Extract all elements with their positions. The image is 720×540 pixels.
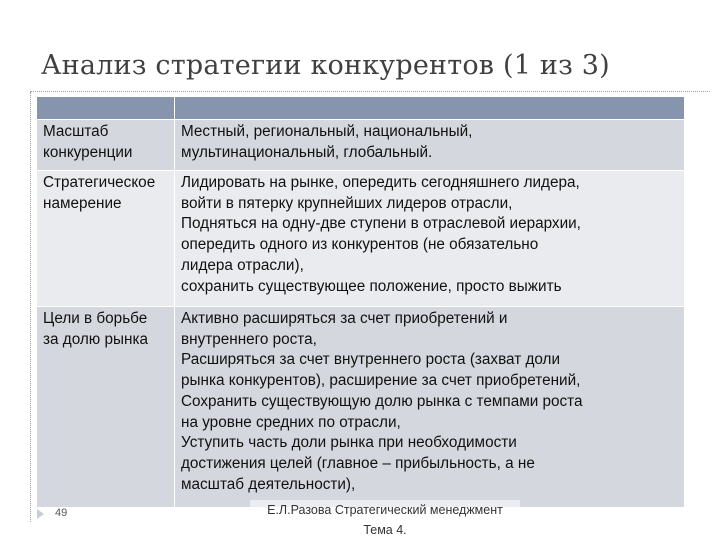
row-content-cell [175,307,685,508]
row-label-cell [37,171,175,307]
slide-footer [250,500,520,540]
table-row [37,171,685,307]
page-number: 49 [55,507,68,519]
page-marker-icon [37,509,44,519]
table-header-cell [175,97,685,120]
row-label: Цели в борьбе за долю рынка [43,310,149,348]
row-content-cell [175,120,685,171]
row-label-cell [37,307,175,508]
row-content: Лидировать на рынке, опередить сегодняшнего лидера, войти в пятерку крупнейших лидеров отрасли, Подняться на одну-две ступени в отраслевой иерархии, опередить одного из конкурентов (не обязательно лидера отрасли), сохранить существующее положение, просто выжить [181,174,581,295]
row-content-cell [175,171,685,307]
row-content: Местный, региональный, национальный, мультинациональный, глобальный. [181,123,473,161]
strategy-table [36,96,685,508]
table-header-cell [37,97,175,120]
row-label: Стратегическое намерение [43,174,156,212]
title-divider [30,91,710,92]
row-content: Активно расширяться за счет приобретений и внутреннего роста, Расширяться за счет внутреннего роста (захват доли рынка конкурентов), расширение за счет приобретений, Сохранить существующую долю рынка с темпами роста на уровне средних по отрасли, Уступить часть доли рынка при необходимости достижения целей (главное – прибыльность, а не масштаб деятельности), [181,310,583,493]
row-label: Масштаб конкуренции [43,123,133,161]
table-header-row [37,97,685,120]
footer-topic: Тема 4. [363,523,407,537]
slide-title: Анализ стратегии конкурентов (1 из 3) [41,50,610,81]
table-row [37,307,685,508]
row-label-cell [37,120,175,171]
footer-author-course: Е.Л.Разова Стратегический менеджмент [267,503,503,517]
table-row [37,120,685,171]
left-margin-divider [30,92,31,522]
